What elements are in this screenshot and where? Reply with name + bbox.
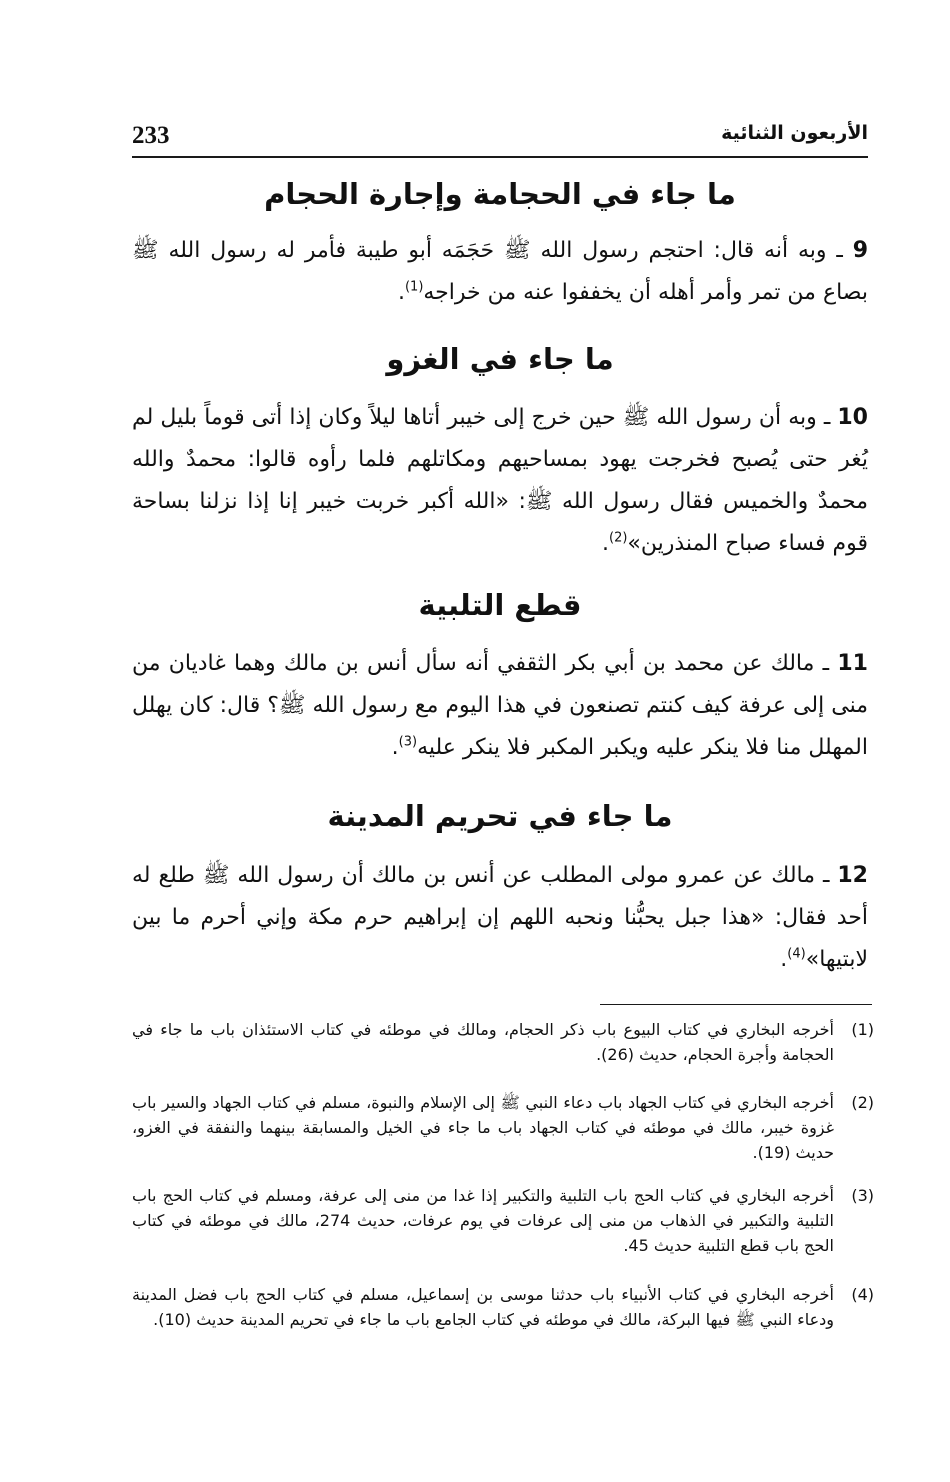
footnote-4 [132, 1282, 874, 1332]
running-header [132, 112, 868, 158]
hadith-text: ـ وبه أن رسول الله ﷺ حين خرج إلى خيبر أتاها ليلاً وكان إذا أتى قوماً بليل لم يُغر حتى يُصبح فخرجت يهود بمساحيهم ومكاتلهم فلما رأوه قالوا: محمدٌ والله محمدٌ والخميس فقال رسول الله ﷺ: «الله أكبر خربت خيبر إنا إذا نزلنا بساحة قوم فساء صباح المنذرين» [132, 405, 868, 556]
page-number: 233 [132, 122, 170, 149]
hadith-number: 11 [837, 651, 868, 676]
footnote-mark: (3) [851, 1186, 874, 1205]
section-heading-talbiya: قطع التلبية [418, 588, 582, 622]
section-heading-madina: ما جاء في تحريم المدينة [327, 799, 673, 833]
footnote-3 [132, 1183, 874, 1258]
hadith-9 [132, 230, 868, 314]
hadith-12 [132, 855, 868, 981]
footnote-text: أخرجه البخاري في كتاب الأنبياء باب حدثنا موسى بن إسماعيل، مسلم في كتاب الحج باب فضل المدينة ودعاء النبي ﷺ فيها البركة، مالك في موطئه في كتاب الجامع باب ما جاء في تحريم المدينة حديث (10). [132, 1285, 834, 1329]
footnote-text: أخرجه البخاري في كتاب الحج باب التلبية والتكبير إذا غدا من منى إلى عرفة، ومسلم في كتاب الحج باب التلبية والتكبير في الذهاب من منى إلى عرفات في يوم عرفات، حديث 274، مالك في موطئه في كتاب الحج باب قطع التلبية حديث 45. [132, 1186, 834, 1255]
hadith-10 [132, 397, 868, 565]
hadith-11 [132, 643, 868, 769]
footnote-text: أخرجه البخاري في كتاب الجهاد باب دعاء النبي ﷺ إلى الإسلام والنبوة، مسلم في كتاب الجهاد والسير باب غزوة خيبر، مالك في موطئه في كتاب الجهاد باب ما جاء في الخيل والمسابقة بينهما والنفقة في الغزو، حديث (19). [132, 1093, 834, 1162]
hadith-end: . [391, 735, 399, 760]
hadith-number: 10 [837, 405, 868, 430]
hadith-number: 9 [852, 238, 868, 263]
footnote-mark: (4) [851, 1285, 874, 1304]
footnote-ref: (2) [608, 530, 628, 546]
footnote-mark: (2) [851, 1093, 874, 1112]
hadith-text: ـ مالك عن عمرو مولى المطلب عن أنس بن مالك أن رسول الله ﷺ طلع له أحد فقال: «هذا جبل يحبُّنا ونحبه اللهم إن إبراهيم حرم مكة وإني أحرم ما بين لابتيها» [132, 863, 868, 972]
hadith-text: ـ مالك عن محمد بن أبي بكر الثقفي أنه سأل أنس بن مالك وهما غاديان من منى إلى عرفة كيف كنتم تصنعون في هذا اليوم مع رسول الله ﷺ؟ قال: كان يهلل المهلل منا فلا ينكر عليه ويكبر المكبر فلا ينكر عليه [132, 651, 868, 760]
footnote-ref: (4) [787, 946, 806, 962]
running-title: الأربعون الثنائية [721, 122, 868, 144]
footnote-text: أخرجه البخاري في كتاب البيوع باب ذكر الحجام، ومالك في موطئه في كتاب الاستئذان باب ما جاء في الحجامة وأجرة الحجام، حديث (26). [132, 1020, 834, 1064]
footnote-2 [132, 1090, 874, 1165]
footnote-ref: (1) [404, 279, 424, 295]
hadith-text: ـ وبه أنه قال: احتجم رسول الله ﷺ حَجَمَه أبو طيبة فأمر له رسول الله ﷺ بصاع من تمر وأمر أهله أن يخففوا عنه من خراجه [132, 238, 868, 305]
footnote-divider [600, 1004, 872, 1005]
footnote-ref: (3) [398, 734, 418, 750]
hadith-end: . [601, 531, 609, 556]
hadith-end: . [397, 280, 405, 305]
footnote-mark: (1) [851, 1020, 874, 1039]
section-heading-raids: ما جاء في الغزو [386, 342, 614, 376]
footnote-1 [132, 1017, 874, 1067]
hadith-number: 12 [837, 863, 868, 888]
section-heading-cupping: ما جاء في الحجامة وإجارة الحجام [264, 177, 736, 211]
hadith-end: . [780, 947, 788, 972]
